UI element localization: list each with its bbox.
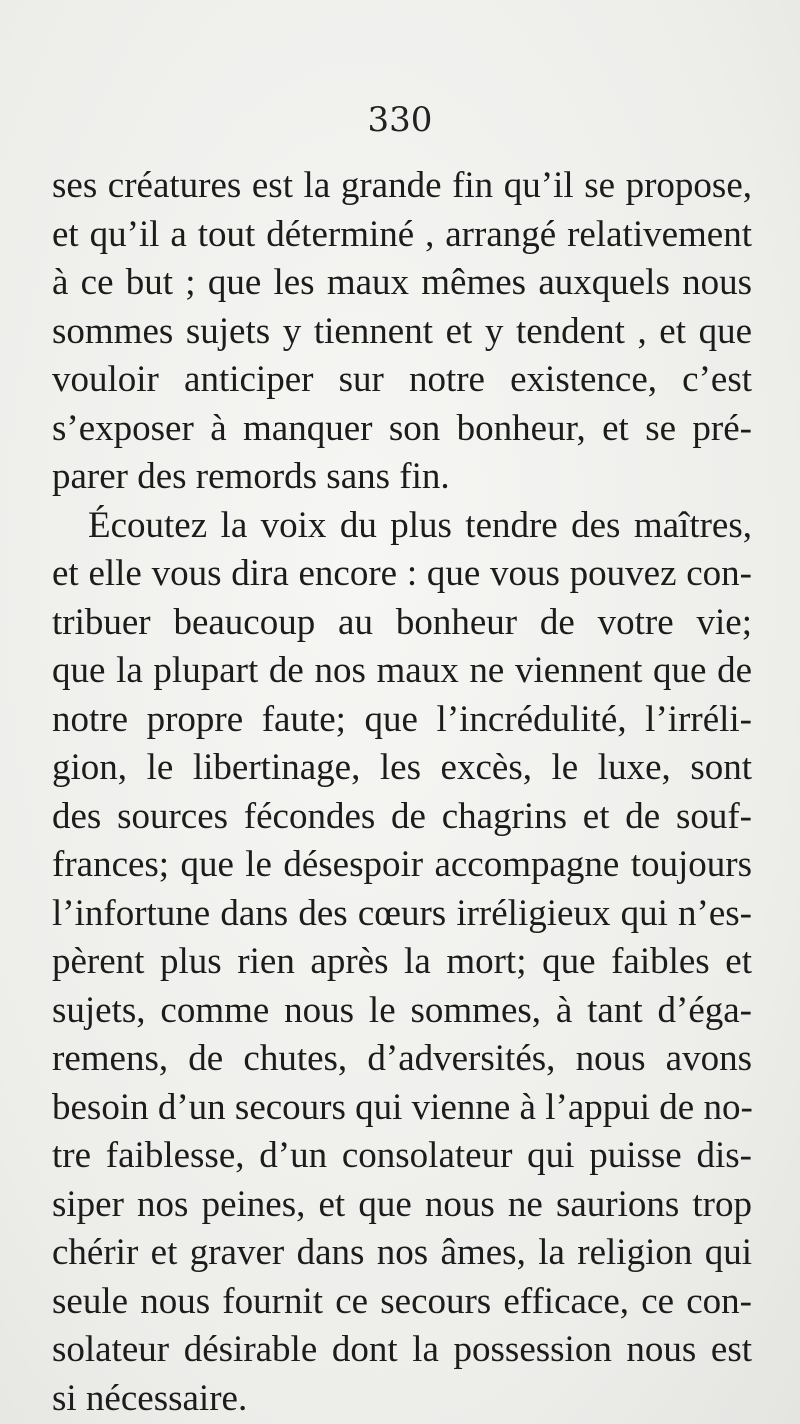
text-line: notre propre faute; que l’incrédulité, l’irréli-: [52, 698, 752, 740]
body-text: [52, 162, 752, 1423]
text-line: l’infortune dans des cœurs irréligieux qui n’es-: [52, 892, 752, 934]
text-line: sommes sujets y tiennent et y tendent , et que: [52, 310, 752, 352]
text-line: tribuer beaucoup au bonheur de votre vie;: [52, 601, 752, 643]
text-line: ses créatures est la grande fin qu’il se propose,: [52, 165, 752, 206]
text-line: sujets, comme nous le sommes, à tant d’éga-: [52, 989, 752, 1031]
text-line: pèrent plus rien après la mort; que faibles et: [52, 941, 752, 982]
text-line: et elle vous dira encore : que vous pouvez con-: [52, 553, 752, 594]
text-line: et qu’il a tout déterminé , arrangé relativement: [52, 213, 752, 255]
page-number: 330: [367, 100, 433, 140]
text-line: remens, de chutes, d’adversités, nous avons: [52, 1038, 752, 1079]
text-line: s’exposer à manquer son bonheur, et se pré-: [52, 407, 752, 449]
text-line: siper nos peines, et que nous ne saurions trop: [52, 1183, 752, 1225]
text-line: seule nous fournit ce secours efficace, ce con-: [52, 1280, 752, 1322]
text-line: vouloir anticiper sur notre existence, c’est: [52, 359, 752, 400]
text-line: frances; que le désespoir accompagne toujours: [52, 844, 752, 885]
text-line: Écoutez la voix du plus tendre des maîtres,: [88, 504, 752, 546]
text-line: gion, le libertinage, les excès, le luxe, sont: [52, 747, 752, 788]
text-line: solateur désirable dont la possession nous est: [52, 1329, 752, 1370]
text-line: que la plupart de nos maux ne viennent que de: [52, 650, 752, 691]
text-line: tre faiblesse, d’un consolateur qui puisse dis-: [52, 1135, 752, 1176]
text-line: à ce but ; que les maux mêmes auxquels nous: [52, 262, 752, 303]
text-line: des sources fécondes de chagrins et de souf-: [52, 795, 752, 837]
text-line: besoin d’un secours qui vienne à l’appui de no-: [52, 1086, 753, 1128]
text-line: si nécessaire.: [52, 1377, 248, 1419]
text-line: chérir et graver dans nos âmes, la religion qui: [52, 1232, 752, 1273]
text-line: parer des remords sans fin.: [52, 456, 450, 497]
